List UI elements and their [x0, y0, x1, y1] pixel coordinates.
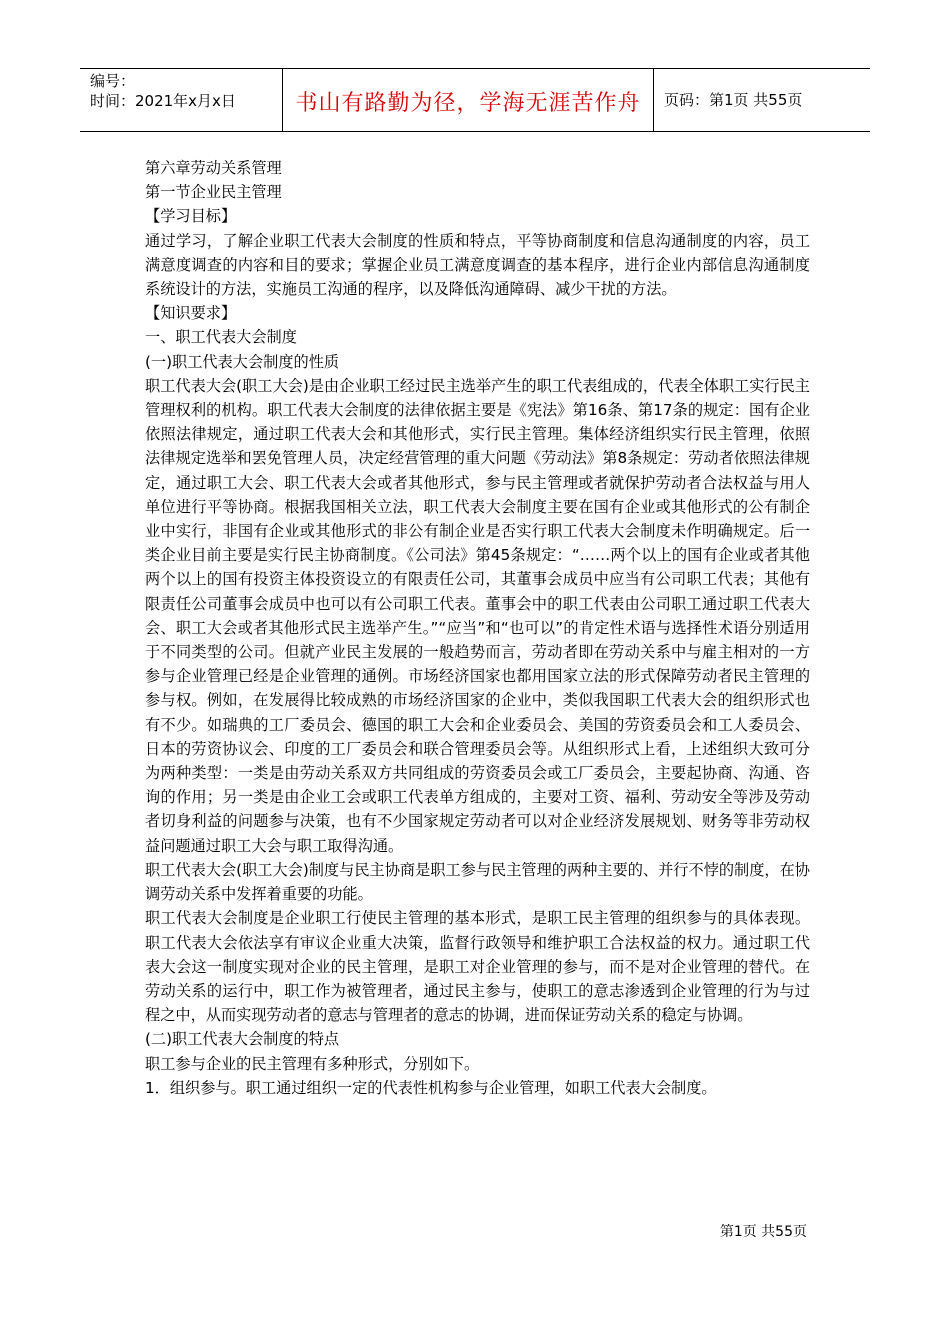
header-page-cell [654, 69, 870, 131]
chapter-title: 第六章劳动关系管理 [145, 159, 282, 177]
document-number-label: 编号： [90, 72, 136, 90]
sub-one-heading: (一)职工代表大会制度的性质 [145, 352, 340, 371]
motto-text: 书山有路勤为径，学海无涯苦作舟 [295, 91, 641, 116]
learning-goal-paragraph: 通过学习，了解企业职工代表大会制度的性质和特点，平等协商制度和信息沟通制度的内容，员工满意度调查的内容和目的要求；掌握企业员工满意度调查的基本程序，进行企业内部信息沟通制度系统设计的方法，实施员工沟通的程序，以及降低沟通障碍、减少干扰的方法。 [145, 231, 810, 299]
header-meta [80, 69, 283, 131]
knowledge-heading: 【知识要求】 [145, 304, 237, 323]
paragraph: 职工代表大会(职工大会)是由企业职工经过民主选举产生的职工代表组成的，代表全体职工实行民主管理权利的机构。职工代表大会制度的法律依据主要是《宪法》第16条、第17条的规定：国有企业依照法律规定，通过职工代表大会和其他形式，实行民主管理。集体经济组织实行民主管理，依照法律规定选举和罢免管理人员，决定经营管理的重大问题《劳动法》第8条规定：劳动者依照法律规定，通过职工大会、职工代表大会或者其他形式，参与民主管理或者就保护劳动者合法权益与用人单位进行平等协商。根据我国相关立法，职工代表大会制度主要在国有企业或其他形式的公有制企业中实行，非国有企业或其他形式的非公有制企业是否实行职工代表大会制度未作明确规定。后一类企业目前主要是实行民主协商制度。《公司法》第45条规定：“……两个以上的国有企业或者其他两个以上的国有投资主体投资设立的有限责任公司，其董事会成员中应当有公司职工代表；其他有限责任公司董事会成员中也可以有公司职工代表。董事会中的职工代表由公司职工通过职工代表大会、职工大会或者其他形式民主选举产生。”“应当”和“也可以”的肯定性术语与选择性术语分别适用于不同类型的公司。但就产业民主发展的一般趋势而言，劳动者即在劳动关系中与雇主相对的一方参与企业管理已经是企业管理的通例。市场经济国家也都用国家立法的形式保障劳动者民主管理的参与权。例如，在发展得比较成熟的市场经济国家的企业中，类似我国职工代表大会的组织形式也有不少。如瑞典的工厂委员会、德国的职工大会和企业委员会、美国的劳资委员会和工人委员会、日本的劳资协议会、印度的工厂委员会和联合管理委员会等。从组织形式上看，上述组织大致可分为两种类型：一类是由劳动关系双方共同组成的劳资委员会或工厂委员会，主要起协商、沟通、咨询的作用；另一类是由企业工会或职工代表单方组成的，主要对工资、福利、劳动安全等涉及劳动者切身利益的问题参与决策，也有不少国家规定劳动者可以对企业经济发展规划、财务等非劳动权益问题通过职工大会与职工取得沟通。 [145, 376, 810, 855]
footer-page-number: 第1页 共55页 [719, 1224, 807, 1240]
paragraph: 职工参与企业的民主管理有多种形式，分别如下。 [145, 1054, 480, 1073]
header-page-number: 页码：第1页 共55页 [664, 91, 803, 109]
paragraph: 职工代表大会制度是企业职工行使民主管理的基本形式，是职工民主管理的组织参与的具体表现。职工代表大会依法享有审议企业重大决策，监督行政领导和维护职工合法权益的权力。通过职工代表大会这一制度实现对企业的民主管理，是职工对企业管理的参与，而不是对企业管理的替代。在劳动关系的运行中，职工作为被管理者，通过民主参与，使职工的意志渗透到企业管理的行为与过程之中，从而实现劳动者的意志与管理者的意志的协调，进而保证劳动关系的稳定与协调。 [145, 909, 810, 1025]
document-body [145, 156, 810, 1100]
sub-two-heading: (二)职工代表大会制度的特点 [145, 1030, 340, 1049]
document-time-label: 时间：2021年x月x日 [90, 92, 236, 110]
learning-goal-heading: 【学习目标】 [145, 207, 237, 226]
paragraph: 职工代表大会(职工大会)制度与民主协商是职工参与民主管理的两种主要的、并行不悖的制度，在协调劳动关系中发挥着重要的功能。 [145, 860, 810, 904]
item-one-heading: 一、职工代表大会制度 [145, 328, 297, 347]
section-title: 第一节企业民主管理 [145, 183, 282, 202]
header-motto-cell [283, 69, 654, 131]
page-header [80, 68, 870, 132]
paragraph: 1．组织参与。职工通过组织一定的代表性机构参与企业管理，如职工代表大会制度。 [145, 1078, 717, 1097]
